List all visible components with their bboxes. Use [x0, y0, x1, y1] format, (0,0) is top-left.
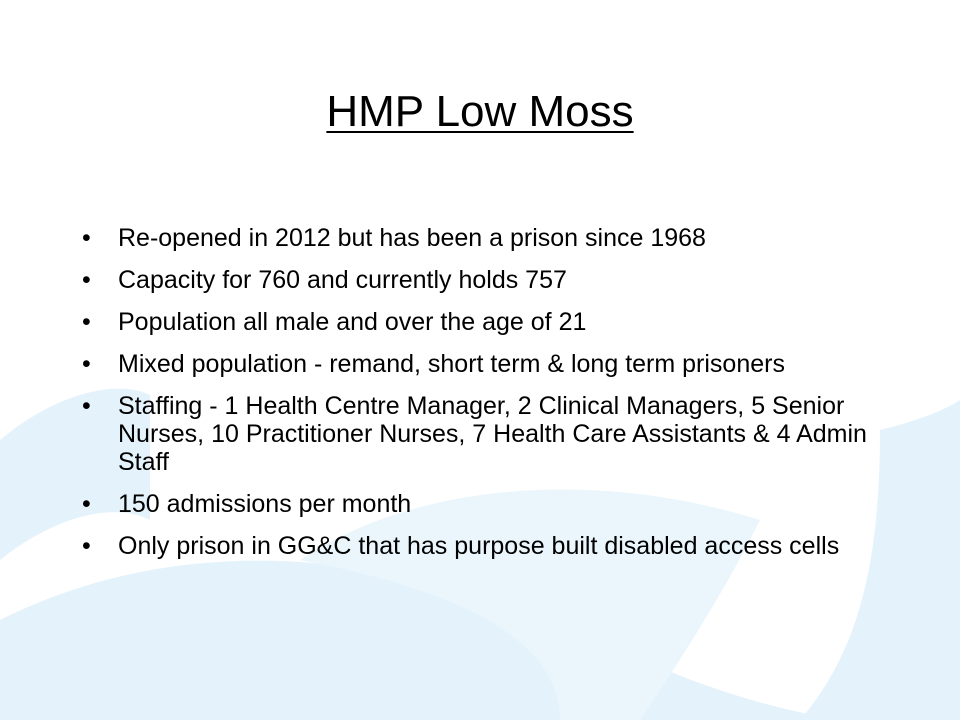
bullet-text: Only prison in GG&C that has purpose built disabled access cells — [118, 532, 840, 560]
bullet-item — [80, 266, 900, 294]
bullet-text: Population all male and over the age of 21 — [118, 308, 587, 336]
bullet-item — [80, 308, 900, 336]
bullet-dot: • — [82, 266, 91, 294]
bullet-list — [80, 224, 900, 574]
bullet-item — [80, 350, 900, 378]
bullet-dot: • — [82, 224, 91, 252]
bullet-text: Capacity for 760 and currently holds 757 — [118, 266, 567, 294]
bullet-dot: • — [82, 490, 91, 518]
bullet-dot: • — [82, 532, 91, 560]
bullet-item — [80, 532, 900, 560]
bullet-item — [80, 224, 900, 252]
bullet-text: Staffing - 1 Health Centre Manager, 2 Clinical Managers, 5 Senior Nurses, 10 Practitioner Nurses, 7 Health Care Assistants & 4 Admin Staff — [118, 392, 867, 476]
bullet-dot: • — [82, 392, 91, 420]
bullet-text: Mixed population - remand, short term & long term prisoners — [118, 350, 785, 378]
bullet-text: 150 admissions per month — [118, 490, 412, 518]
bullet-item — [80, 392, 900, 476]
bullet-dot: • — [82, 308, 91, 336]
bullet-dot: • — [82, 350, 91, 378]
bullet-item — [80, 490, 900, 518]
bullet-text: Re-opened in 2012 but has been a prison since 1968 — [118, 224, 706, 252]
slide-title: HMP Low Moss — [326, 87, 634, 136]
